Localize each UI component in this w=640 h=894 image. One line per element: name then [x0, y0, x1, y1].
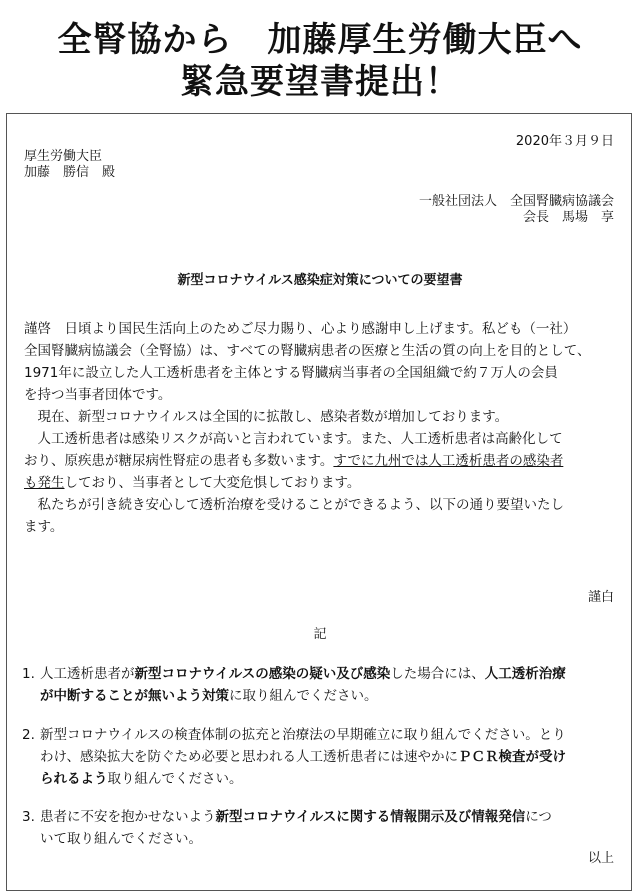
body-line: 私たちが引き続き安心して透析治療を受けることができるよう、以下の通り要望いたし [24, 497, 564, 513]
headline-line-2: 緊急要望書提出！ [180, 62, 460, 102]
body-text: おり、原疾患が糖尿病性腎症の患者も多数います。 [24, 453, 334, 469]
body-line: ます。 [24, 519, 64, 535]
item-bold-text: 新型コロナウイルスの感染の疑い及び感染 [134, 666, 391, 682]
recipient-title: 厚生労働大臣 [24, 149, 103, 164]
item-text: に取り組んでください。 [229, 688, 378, 704]
sender-president: 会長 馬場 享 [522, 210, 614, 225]
item-line [40, 806, 624, 828]
document-title: 新型コロナウイルス感染症対策についての要望書 [177, 273, 463, 288]
item-line: いて取り組んでください。 [40, 831, 202, 847]
item-number: 3. [22, 809, 35, 825]
item-text: わけ、感染拡大を防ぐため必要と思われる人工透析患者には速やかに [40, 749, 458, 765]
body-line [24, 472, 620, 494]
item-line: 新型コロナウイルスの検査体制の拡充と治療法の早期確立に取り組んでください。とり [40, 727, 566, 743]
underlined-text: も発生 [24, 475, 65, 491]
body-line: 人工透析患者は感染リスクが高いと言われています。また、人工透析患者は高齢化して [24, 431, 563, 447]
headline-line-1: 全腎協から 加藤厚生労働大臣へ [57, 20, 583, 60]
letter-date: 2020年３月９日 [515, 134, 614, 149]
item-bold-text: ＰＣＲ検査が受け [457, 749, 566, 765]
body-line: 全国腎臓病協議会（全腎協）は、すべての腎臓病患者の医療と生活の質の向上を目的として、 [24, 343, 591, 359]
item-line [40, 746, 624, 768]
item-number: 1. [22, 666, 35, 682]
recipient-name: 加藤 勝信 殿 [24, 165, 116, 180]
item-bold-text: られるよう [40, 771, 108, 787]
sender-organization: 一般社団法人 全国腎臓病協議会 [418, 194, 614, 209]
item-line [40, 768, 624, 790]
closing-kinpaku: 謹白 [587, 590, 614, 605]
body-text: しており、当事者として大変危惧しております。 [64, 475, 361, 491]
underlined-text: すでに九州では人工透析患者の感染者 [333, 453, 564, 469]
body-line: 現在、新型コロナウイルスは全国的に拡散し、感染者数が増加しております。 [24, 409, 509, 425]
body-line: を持つ当事者団体です。 [24, 387, 172, 403]
ki-heading: 記 [313, 627, 327, 642]
body-line [24, 450, 620, 472]
item-text: につ [525, 809, 552, 825]
item-text: 人工透析患者が [40, 666, 135, 682]
body-line: 謹啓 日頃より国民生活向上のためご尽力賜り、心より感謝申し上げます。私ども（一社） [24, 321, 577, 337]
letter-body [24, 318, 620, 538]
item-text: 取り組んでください。 [107, 771, 243, 787]
item-text: 患者に不安を抱かせないよう [40, 809, 216, 825]
item-bold-text: が中断することが無いよう対策 [40, 688, 229, 704]
item-bold-text: 人工透析治療 [484, 666, 566, 682]
closing-ijou: 以上 [587, 851, 614, 866]
item-bold-text: 新型コロナウイルスに関する情報開示及び情報発信 [215, 809, 526, 825]
item-line [40, 663, 624, 685]
body-line: 1971年に設立した人工透析患者を主体とする腎臓病当事者の全国組織で約７万人の会員 [24, 365, 558, 381]
item-number: 2. [22, 727, 35, 743]
item-text: した場合には、 [390, 666, 485, 682]
item-line [40, 685, 624, 707]
